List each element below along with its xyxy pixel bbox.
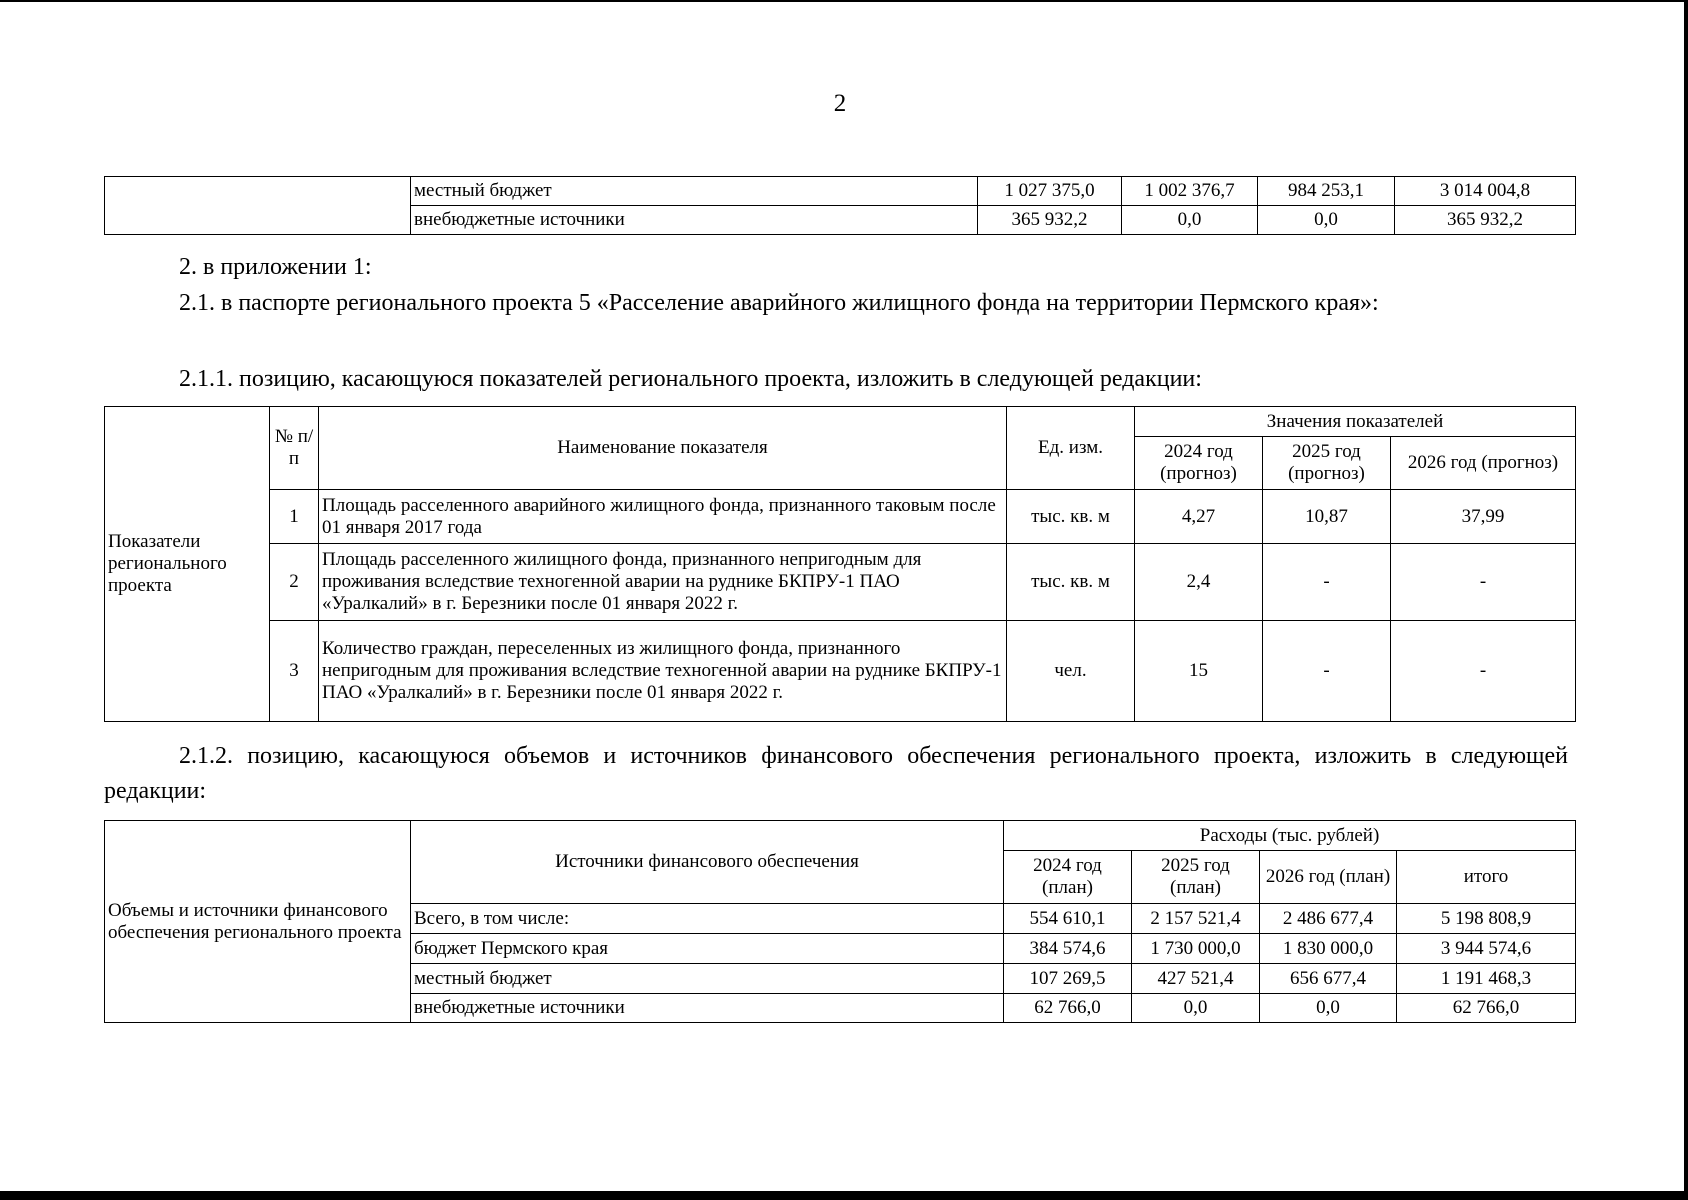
value-2025: 1 002 376,7 — [1122, 177, 1258, 206]
value-2026: 656 677,4 — [1260, 964, 1397, 994]
value-2025: 0,0 — [1132, 994, 1260, 1023]
table-row — [105, 544, 1576, 621]
header-unit: Ед. изм. — [1007, 407, 1135, 490]
value-2024: 1 027 375,0 — [978, 177, 1122, 206]
table-row — [105, 490, 1576, 544]
indicator-name: Количество граждан, переселенных из жилищного фонда, признанного непригодным для проживания вследствие техногенной аварии на руднике БКПРУ-1 ПАО «Уралкалий» в г. Березники после 01 января 2022 г. — [319, 621, 1007, 722]
value-total: 3 014 004,8 — [1395, 177, 1576, 206]
source-label: бюджет Пермского края — [411, 934, 1004, 964]
table-header-row — [105, 407, 1576, 437]
indicators-table — [104, 406, 1576, 722]
value-total: 365 932,2 — [1395, 206, 1576, 235]
value-2025: 0,0 — [1122, 206, 1258, 235]
value-2025: - — [1263, 544, 1391, 621]
scan-edge-top — [0, 0, 1688, 2]
indicator-name: Площадь расселенного жилищного фонда, признанного непригодным для проживания вследствие техногенной аварии на руднике БКПРУ-1 ПАО «Уралкалий» в г. Березники после 01 января 2022 г. — [319, 544, 1007, 621]
value-2024: 365 932,2 — [978, 206, 1122, 235]
header-2025: 2025 год (прогноз) — [1263, 437, 1391, 490]
finance-table — [104, 820, 1576, 1023]
value-2026: 984 253,1 — [1258, 177, 1395, 206]
paragraph-2: 2. в приложении 1: — [179, 254, 372, 280]
source-label: внебюджетные источники — [411, 206, 978, 235]
value-2026: 37,99 — [1391, 490, 1576, 544]
value-2025: 2 157 521,4 — [1132, 904, 1260, 934]
header-2024: 2024 год (план) — [1004, 851, 1132, 904]
indicator-unit: тыс. кв. м — [1007, 544, 1135, 621]
source-label: Всего, в том числе: — [411, 904, 1004, 934]
value-2025: 1 730 000,0 — [1132, 934, 1260, 964]
value-2026: 2 486 677,4 — [1260, 904, 1397, 934]
value-2025: 427 521,4 — [1132, 964, 1260, 994]
value-2026: - — [1391, 544, 1576, 621]
table-row — [105, 621, 1576, 722]
value-2024: 554 610,1 — [1004, 904, 1132, 934]
header-num: № п/п — [270, 407, 319, 490]
value-2024: 2,4 — [1135, 544, 1263, 621]
continuation-table — [104, 176, 1576, 235]
value-2025: 10,87 — [1263, 490, 1391, 544]
header-sources: Источники финансового обеспечения — [411, 821, 1004, 904]
indicator-unit: тыс. кв. м — [1007, 490, 1135, 544]
value-total: 3 944 574,6 — [1397, 934, 1576, 964]
paragraph-2-1: 2.1. в паспорте регионального проекта 5 «Расселение аварийного жилищного фонда на территории Пермского края»: — [179, 290, 1379, 316]
table-header-row — [105, 821, 1576, 851]
row-num: 2 — [270, 544, 319, 621]
section-label: Объемы и источники финансового обеспечения регионального проекта — [105, 821, 411, 1023]
indicator-unit: чел. — [1007, 621, 1135, 722]
paragraph-2-1-1: 2.1.1. позицию, касающуюся показателей регионального проекта, изложить в следующей редакции: — [179, 366, 1202, 392]
row-num: 1 — [270, 490, 319, 544]
section-label: Показатели регионального проекта — [105, 407, 270, 722]
value-2024: 384 574,6 — [1004, 934, 1132, 964]
header-total: итого — [1397, 851, 1576, 904]
source-label: местный бюджет — [411, 964, 1004, 994]
value-total: 1 191 468,3 — [1397, 964, 1576, 994]
source-label: местный бюджет — [411, 177, 978, 206]
header-2026: 2026 год (прогноз) — [1391, 437, 1576, 490]
header-2024: 2024 год (прогноз) — [1135, 437, 1263, 490]
scan-edge-bottom — [0, 1191, 1688, 1200]
indicator-name: Площадь расселенного аварийного жилищного фонда, признанного таковым после 01 января 2017 года — [319, 490, 1007, 544]
value-2026: - — [1391, 621, 1576, 722]
page-number: 2 — [833, 90, 847, 117]
header-2025: 2025 год (план) — [1132, 851, 1260, 904]
header-expenses-group: Расходы (тыс. рублей) — [1004, 821, 1576, 851]
header-2026: 2026 год (план) — [1260, 851, 1397, 904]
value-2024: 15 — [1135, 621, 1263, 722]
header-name: Наименование показателя — [319, 407, 1007, 490]
header-values-group: Значения показателей — [1135, 407, 1576, 437]
value-total: 62 766,0 — [1397, 994, 1576, 1023]
value-2024: 62 766,0 — [1004, 994, 1132, 1023]
value-2025: - — [1263, 621, 1391, 722]
row-num: 3 — [270, 621, 319, 722]
table-row — [105, 177, 1576, 206]
empty-label-cell — [105, 177, 411, 235]
value-2026: 1 830 000,0 — [1260, 934, 1397, 964]
value-total: 5 198 808,9 — [1397, 904, 1576, 934]
value-2026: 0,0 — [1260, 994, 1397, 1023]
source-label: внебюджетные источники — [411, 994, 1004, 1023]
paragraph-2-1-2: 2.1.2. позицию, касающуюся объемов и источников финансового обеспечения регионального проекта, изложить в следующей редакции: — [104, 743, 1568, 804]
value-2024: 4,27 — [1135, 490, 1263, 544]
value-2026: 0,0 — [1258, 206, 1395, 235]
value-2024: 107 269,5 — [1004, 964, 1132, 994]
scan-edge-right — [1684, 0, 1688, 1200]
